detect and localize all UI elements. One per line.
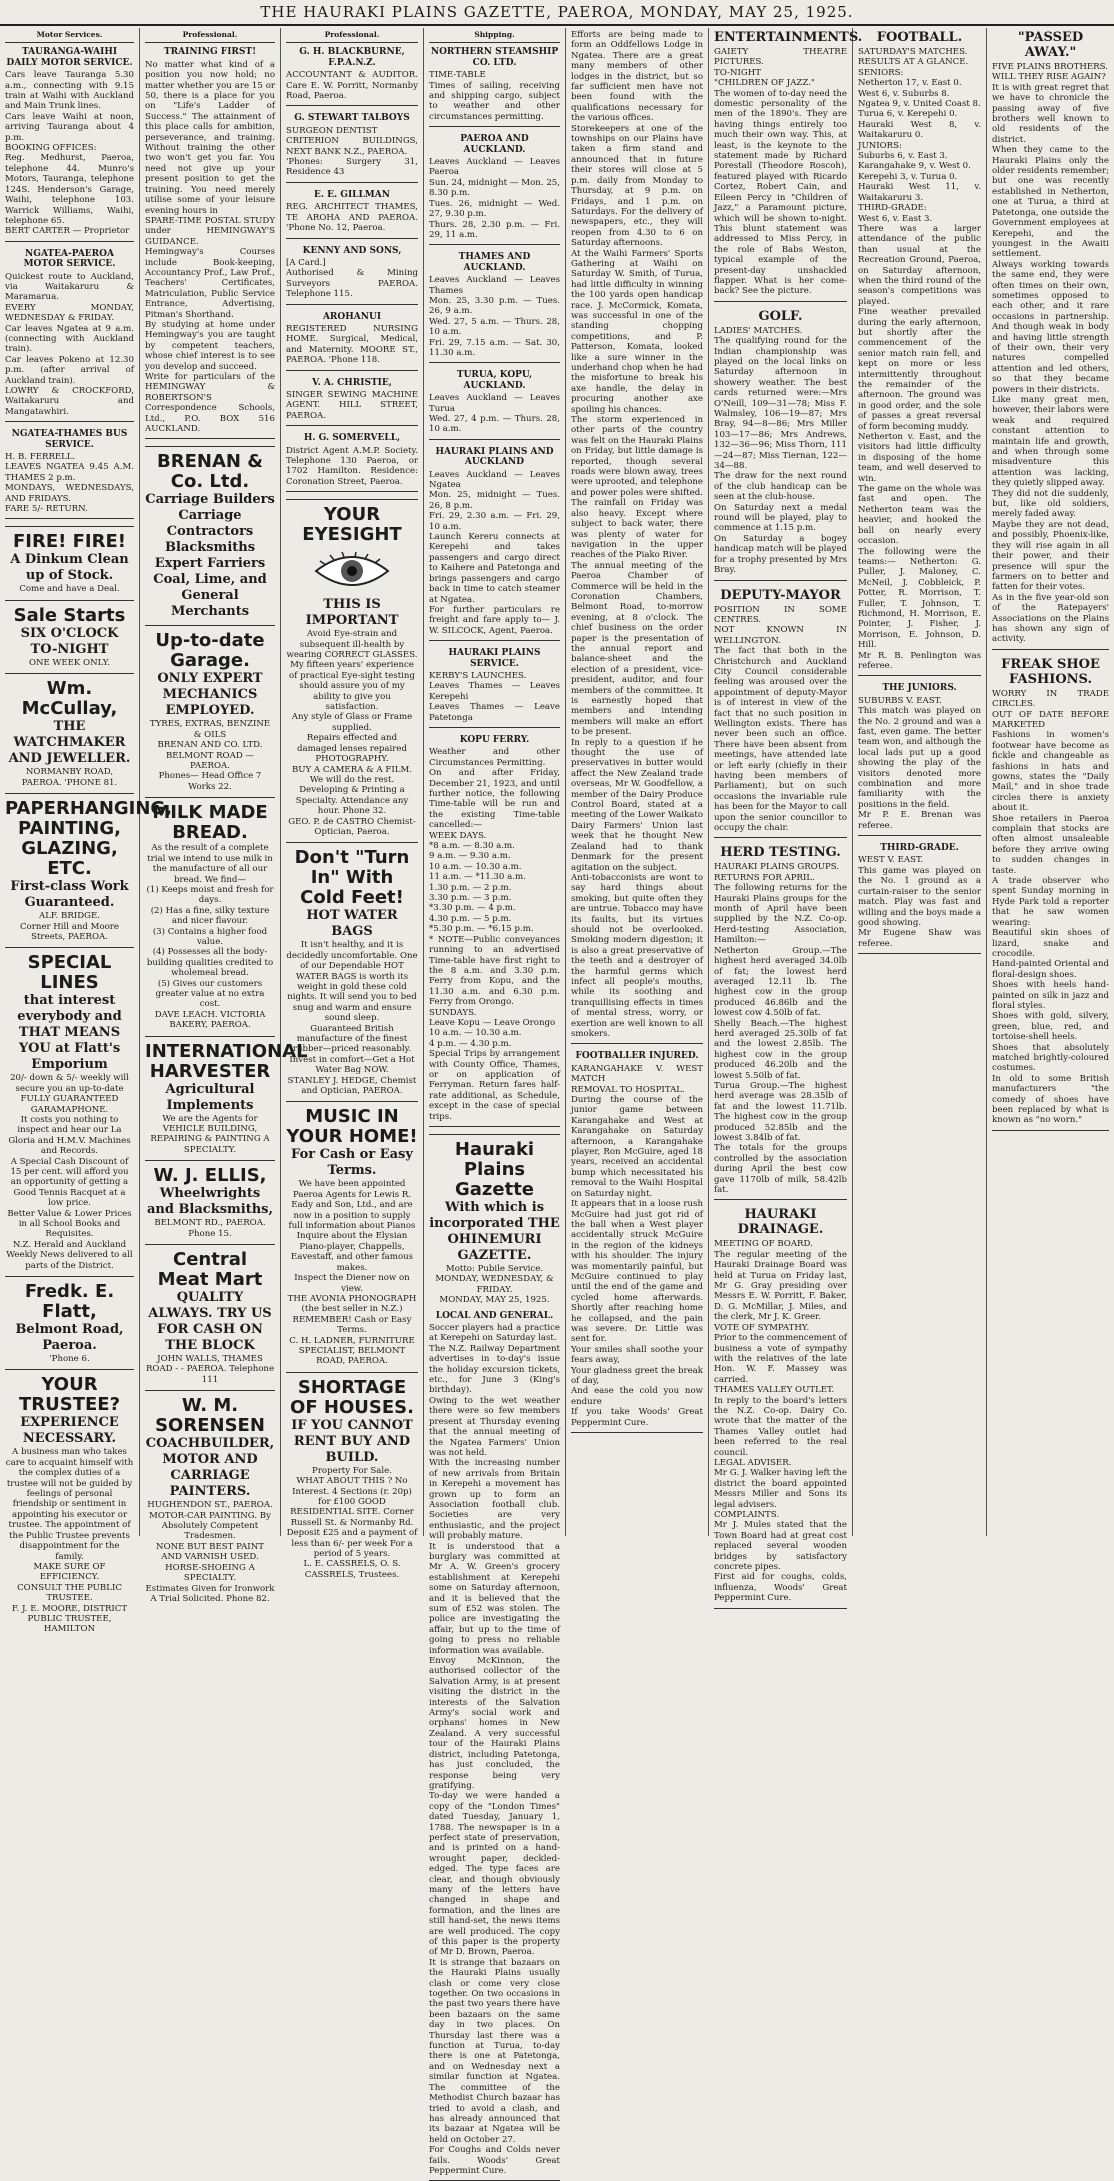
divider: [571, 1043, 703, 1044]
advertisement: [145, 1160, 275, 1244]
advertisement: [5, 526, 134, 599]
ad-headline: W. J. ELLIS,: [153, 1165, 267, 1187]
ad-subhead: Carriage Builders Carriage Contractors Blacksmiths Expert Farriers Coal, Lime, and General Merchants: [145, 492, 275, 620]
divider: [429, 439, 560, 440]
article-title: FOOTBALL.: [876, 30, 963, 45]
article-body: WORRY IN TRADE CIRCLES. OUT OF DATE BEFORE MARKETED Fashions in women's footwear have become as fickle and changeable as fashions in hats and gowns, states the "Daily Mail," and in shoe trade circles there is anxiety about it. Shoe retailers in Paeroa complain that stocks are often almost unsaleable before they arrive owing to sudden changes in taste. A trade observer who spent Sunday morning in Hyde Park told a reporter that he saw women wearing: Beautiful skin shoes of lizard, snake and crocodile. Hand-painted Oriental and floral-design shoes. Shoes with heels hand-painted on silk in jazz and floral styles. Shoes with gold, silvery, green, blue, red, and tortoise-shell heels. Shoes that absolutely matched brightly-coloured costumes. In old to some British manufacturers "the comedy of shoes have been replaced by what is known as "no worn.": [992, 688, 1109, 1126]
article-title: THIRD-GRADE.: [880, 843, 959, 854]
divider: [286, 105, 418, 106]
advertisement: [5, 1369, 134, 1639]
article: [5, 429, 134, 519]
ad-subhead: QUALITY ALWAYS. TRY US FOR CASH ON THE BLOCK: [148, 1290, 272, 1354]
article: [429, 252, 560, 363]
article-body: Cars leave Tauranga 5.30 a.m., connecting with 9.15 train at Waihi with Auckland and Main Trunk lines. Cars leave Waihi at noon, arriving Tauranga about 4 p.m. BOOKING OFFICES: Reg. Medhurst, Paeroa, telephone 44. Munro's Motors, Tauranga, telephone 124S. Henderson's Garage, Waihi, telephone 103. Warrick Williams, Waihi, telephone 65. BERT CARTER — Proprietor: [5, 70, 134, 237]
article-title: AROHANUI: [322, 311, 382, 322]
article-body: POSITION IN SOME CENTRES. NOT KNOWN IN WELLINGTON. The fact that both in the Christchurch and Auckland City Council considerable feeling was aroused over the appointment of deputy-Mayor is of interest in view of the fact that no such position in Wellington exists. There has never been such an office. There have been absent from meetings, have attended late or left early (chiefly in their having been members of Parliament), but on such occasions the invariable rule has been for the Mayor to call upon the senior councillor to occupy the chair.: [714, 604, 847, 834]
article-body: FIVE PLAINS BROTHERS. WILL THEY RISE AGAIN? It is with great regret that we have to chronicle the passing away of five brothers well known to old residents of the district. When they came to the Hauraki Plains only the older residents remember; but one was recently established in Netherton, one at Turua, a third at Patetonga, one outside the Government employees at Kerepehi, and the youngest in the Awaiti settlement. Always working towards the same end, they were often times on their own, sometimes opposed to each other, and it rare occasions in partnership. And though weak in body and having little strength of their own, their very natures compelled attention and led others, so that they became powers in their districts. Like many great men, however, their labors were weak and required constant attention to maintain life and growth, and when through some misadventure this attention was lacking, they quietly slipped away. They did not die suddenly, but, like old soldiers, merely faded away. Maybe they are not dead, and possibly, Phoenix-like, they will rise again in all their power, and their presence will spur the farmers on to better and fatten for their votes. As in the five year-old son of the Ratepayers' Associations on the Plains has shown any sign of activity.: [992, 62, 1109, 645]
article-title: H. G. SOMERVELL,: [303, 433, 401, 444]
ad-text: 20/- down & 5/- weekly will secure you an up-to-date FULLY GUARANTEED GARAMAPHONE. It costs you nothing to inspect and hear our La Gloria and H.M.V. Machines and Records. A Special Cash Discount of 15 per cent. will afford you an opportunity of getting a Good Tennis Racquet at a low price. Better Value & Lower Prices in all School Books and Requisites. N.Z. Herald and Auckland Weekly News delivered to all parts of the District.: [6, 1073, 133, 1271]
article: [429, 134, 560, 245]
divider: [5, 518, 134, 519]
eye-icon: [312, 549, 392, 593]
ad-text: ALF. BRIDGE. Corner Hill and Moore Streets, PAEROA.: [19, 911, 120, 942]
divider: [714, 1199, 847, 1200]
article: [571, 30, 703, 1044]
article: [858, 843, 981, 954]
article: [286, 113, 418, 182]
advertisement: [5, 600, 134, 673]
ad-headline: YOUR EYESIGHT: [302, 504, 402, 546]
divider: [714, 837, 847, 838]
ad-text: We are the Agents for VEHICLE BUILDING, REPAIRING & PAINTING A SPECIALTY.: [150, 1113, 270, 1155]
ad-subhead: that interest everybody and THAT MEANS YOU at Flatt's Emporium: [17, 993, 122, 1073]
article-body: SUBURBS V. EAST. This match was played on the No. 2 ground and was a fast, even game. The better team won, and although the local lads put up a good showing the play of the visitors denoted more combination and more familiarity with the positions in the field. Mr P. E. Brenan was referee.: [858, 695, 981, 831]
column-heading: Motor Services.: [5, 30, 134, 43]
ad-headline: Sale Starts: [13, 604, 126, 626]
article: [286, 378, 418, 427]
ad-text: As the result of a complete trial we intend to use milk in the manufacture of all our bread. We find— (1) Keeps moist and fresh for days. (2) Has a fine, silky texture and nicer flavour. (3) Contains a higher food value. (4) Possesses all the body-building qualities credited to wholemeal bread. (5) Gives our customers greater value at no extra cost. DAVE LEACH. VICTORIA BAKERY, PAEROA.: [146, 843, 274, 1031]
ad-headline: W. M. SORENSEN: [155, 1395, 265, 1437]
ad-subhead: First-class Work Guaranteed.: [10, 879, 129, 911]
divider: [858, 675, 981, 676]
divider: [5, 241, 134, 242]
ad-text: Avoid Eye-strain and subsequent ill-health by wearing CORRECT GLASSES. My fifteen years' experience of practical Eye-sight testing should assure you of my ability to give you satisfaction. Any style of Glass or Frame supplied. Repairs effected and damaged lenses repaired PHOTOGRAPHY. BUY A CAMERA & A FILM. We will do the rest. Developing & Printing a Specialty. Attendance any hour. Phone 32. GEO. P. de CASTRO Chemist-Optician, Paeroa.: [286, 629, 418, 837]
divider: [714, 580, 847, 581]
article-title: TAURANGA-WAIHI DAILY MOTOR SERVICE.: [6, 47, 133, 68]
article-body: TIME-TABLE Times of sailing, receiving and shipping cargo, subject to weather and other circumstances permitting.: [429, 70, 560, 122]
advertisement: [286, 842, 418, 1101]
ad-headline: MILK MADE BREAD.: [152, 802, 268, 844]
advertisement: [286, 499, 418, 842]
divider: [429, 1126, 560, 1127]
ad-text: JOHN WALLS, THAMES ROAD - - PAEROA. Telephone 111: [145, 1354, 275, 1385]
ad-subhead: Agricultural Implements: [165, 1081, 255, 1113]
advertisement: [145, 1390, 275, 1609]
article: [429, 47, 560, 127]
article: [145, 47, 275, 439]
divider: [571, 1432, 703, 1433]
article-title: PAEROA AND AUCKLAND.: [460, 134, 529, 155]
ad-headline: INTERNATIONAL HARVESTER: [145, 1040, 308, 1082]
article-title: FREAK SHOE FASHIONS.: [1001, 656, 1100, 687]
article-title: ENTERTAINMENTS.: [714, 30, 863, 45]
advertisement: [286, 1372, 418, 1585]
ad-subhead: EXPERIENCE NECESSARY.: [20, 1415, 119, 1447]
article-title: GOLF.: [758, 308, 803, 324]
article-title: NGATEA-THAMES BUS SERVICE.: [11, 429, 128, 450]
divider: [145, 438, 275, 439]
article-body: LADIES' MATCHES. The qualifying round for the Indian championship was played on the local links on Saturday afternoon in showery weather. The best cards returned were:—Mrs O'Neill, 109—31—78; Miss F. Walmsley, 106—19—87; Mrs Bray, 94—8—86; Mrs Miller 103—17—86; Mrs Andrews, 132—36—96; Miss Thorn, 111—24—87; Miss Tiernan, 122—34—88. The draw for the next round of the club handicap can be seen at the club-house. On Saturday next a medal round will be played, play to commence at 1.15 p.m. On Saturday a bogey handicap match will be played for a trophy presented by Mrs Bray.: [714, 325, 847, 576]
ad-text: A business man who takes care to acquaint himself with the complex duties of a trustee will not be guided by feelings of personal friendship or sentiment in appointing his executor or trustee. The appointment of the Public Trustee prevents disappointment for the family. MAKE SURE OF EFFICIENCY. CONSULT THE PUBLIC TRUSTEE. F. J. E. MOORE, DISTRICT PUBLIC TRUSTEE, HAMILTON: [5, 1447, 134, 1635]
divider: [286, 491, 418, 492]
article: [429, 735, 560, 1127]
divider: [429, 362, 560, 363]
divider: [5, 421, 134, 422]
advertisement: [429, 1134, 560, 1311]
ad-text: ONE WEEK ONLY.: [28, 657, 111, 668]
ad-headline: FIRE! FIRE!: [13, 531, 126, 553]
article-body: SINGER SEWING MACHINE AGENT. HILL STREET, PAEROA.: [286, 389, 418, 421]
column-8: [987, 28, 1114, 1536]
divider: [858, 835, 981, 836]
column-4: [424, 28, 566, 2176]
article-body: HAURAKI PLAINS GROUPS. RETURNS FOR APRIL. The following returns for the Hauraki Plains groups for the month of April have been supplied by the N.Z. Co-op. Herd-testing Association, Hamilton:— Netherton Group.—The highest herd averaged 34.0lb of fat; the lowest herd averaged 12.11 lb. The highest cow in the group produced 46.86lb and the lowest cow 4.50lb of fat. Shelly Beach.—The highest herd averaged 25.30lb of fat and the lowest 2.85lb. The highest cow in the group produced 46.20lb and the lowest 5.50lb of fat. Turua Group.—The highest herd average was 28.35lb of fat and the lowest 11.71lb. The highest cow in the group produced 52.85lb and the lowest 3.84lb of fat. The totals for the groups controlled by the association during April the best cow gave 1170lb of milk, 58.42lb fat.: [714, 862, 847, 1196]
ad-text: TYRES, EXTRAS, BENZINE & OILS BRENAN AND CO. LTD. BELMONT ROAD — PAEROA. Phones— Head Office 7 Works 22.: [149, 719, 271, 792]
column-heading: Shipping.: [429, 30, 560, 43]
ad-subhead: Belmont Road, Paeroa.: [15, 1322, 124, 1354]
article: [5, 47, 134, 241]
article: [714, 588, 847, 839]
article-body: SATURDAY'S MATCHES. RESULTS AT A GLANCE. SENIORS: Netherton 17, v. East 0. West 6, v. Suburbs 8. Ngatea 9, v. United Coast 8. Turua 6, v. Kerepehi 0. Hauraki West 8, v. Waitakaruru 0. JUNIORS: Suburbs 6, v. East 3. Karangahake 9, v. West 0. Kerepehi 3, v. Turua 0. Hauraki West 11, v. Waitakaruru 3. THIRD-GRADE: West 6, v. East 3. There was a larger attendance of the public than usual at the Recreation Ground, Paeroa, on Saturday afternoon, when the third round of the season's competitions was played. Fine weather prevailed during the early afternoon, but shortly after the commencement of the senior match rain fell, and kept on more or less intermittently throughout the remainder of the afternoon. The ground was in good order, and the sole of passes a great reversal of form becoming muddy. Netherton v. East, and the visitors had little difficulty in disposing of the home team, and well deserved to win. The game on the whole was fast and open. The Netherton team was the heavier, and hooked the ball on nearly every occasion. The following were the teams:— Netherton: G. Puller, J. Maloney, C. McNeil, J. Cobbleick, P. Potter, R. Morrison, T. Fuller, T. Johnson, T. Richmond, H. Morrison, E. Pointer, J. Fisher, J. Morrison, E. Johnson, D. Hill. Mr R. B. Penlington was referee.: [858, 47, 981, 671]
ad-subhead: IF YOU CANNOT RENT BUY AND BUILD.: [291, 1417, 413, 1465]
ad-text: HUGHENDON ST., PAEROA. MOTOR-CAR PAINTING. By Absolutely Competent Tradesmen. NONE BUT BEST PAINT AND VARNISH USED. HORSE-SHOEING A SPECIALTY. Estimates Given for Ironwork A Trial Solicited. Phone 82.: [145, 1500, 275, 1604]
divider: [992, 649, 1109, 650]
article-body: Leaves Auckland — Leaves Turua Wed. 27, 4 p.m. — Thurs. 28, 10 a.m.: [429, 393, 560, 435]
article-title: V. A. CHRISTIE,: [312, 377, 392, 388]
advertisement: [145, 1244, 275, 1390]
article: [286, 433, 418, 492]
advertisement: [145, 797, 275, 1035]
article-title: HAURAKI PLAINS AND AUCKLAND: [435, 446, 554, 468]
ad-headline: Central Meat Mart: [157, 1249, 263, 1291]
ad-subhead: HOT WATER BAGS: [306, 908, 398, 940]
article: [286, 190, 418, 239]
article-body: SURGEON DENTIST CRITERION BUILDINGS, NEXT BANK N.Z., PAEROA. 'Phones: Surgery 31, Residence 43: [286, 125, 418, 178]
divider: [286, 182, 418, 183]
ad-subhead: COACHBUILDER, MOTOR AND CARRIAGE PAINTERS.: [145, 1436, 275, 1500]
article-title: NGATEA-PAEROA MOTOR SERVICE.: [23, 248, 116, 270]
article-title: HAURAKI PLAINS SERVICE.: [448, 648, 541, 669]
ad-headline: YOUR TRUSTEE?: [18, 1374, 121, 1416]
ad-headline: MUSIC IN YOUR HOME!: [286, 1106, 418, 1148]
ad-subhead: ONLY EXPERT MECHANICS EMPLOYED.: [157, 671, 263, 719]
article-title: NORTHERN STEAMSHIP CO. LTD.: [430, 47, 559, 68]
ad-headline: Up-to-date Garage.: [155, 630, 265, 672]
ad-text: 'Phone 6.: [49, 1354, 90, 1365]
masthead: THE HAURAKI PLAINS GAZETTE, PAEROA, MONDAY, MAY 25, 1925.: [0, 0, 1114, 26]
divider: [714, 301, 847, 302]
divider: [286, 370, 418, 371]
column-2: [140, 28, 308, 1604]
divider: [429, 244, 560, 245]
article: [286, 312, 418, 371]
article-body: REG. ARCHITECT THAMES, TE AROHA AND PAEROA. 'Phone No. 12, Paeroa.: [286, 202, 418, 234]
article: [429, 447, 560, 641]
article: [286, 246, 418, 305]
column-6: [709, 28, 863, 1604]
column-5: [566, 28, 709, 1536]
divider: [286, 304, 418, 305]
advertisement: [5, 793, 173, 947]
article-title: FOOTBALLER INJURED.: [575, 1051, 699, 1062]
advertisement: [5, 947, 134, 1276]
ad-subhead: For Cash or Easy Terms.: [291, 1147, 413, 1179]
ad-headline: SPECIAL LINES: [27, 952, 112, 994]
article-body: Leaves Auckland — Leaves Paeroa Sun. 24, midnight — Mon. 25, 8.30 p.m. Tues. 26, midnight — Wed. 27, 9.30 p.m. Thurs. 28, 2.30 p.m. — Fri. 29, 11 a.m.: [429, 157, 560, 240]
article: [992, 30, 1109, 650]
column-7: [853, 28, 987, 1536]
divider: [429, 640, 560, 641]
article: [571, 1051, 703, 1433]
ad-text: BELMONT RD., PAEROA. Phone 15.: [154, 1218, 266, 1239]
article-body: ACCOUNTANT & AUDITOR. Care E. W. Porritt, Normanby Road, Paeroa.: [286, 70, 418, 102]
article-title: G. STEWART TALBOYS: [294, 113, 410, 124]
article: [429, 648, 560, 728]
article: [429, 370, 560, 439]
article-title: THAMES AND AUCKLAND.: [458, 252, 531, 273]
advertisement: [5, 673, 134, 793]
article-body: REGISTERED NURSING HOME. Surgical, Medical, and Maternity. MOORE ST., PAEROA. 'Phone 118.: [286, 323, 418, 366]
article: [429, 1311, 560, 2181]
divider: [429, 727, 560, 728]
ad-text: Motto: Pubile Service. MONDAY, WEDNESDAY, & FRIDAY. MONDAY, MAY 25, 1925.: [435, 1264, 554, 1306]
ad-subhead: THE WATCHMAKER AND JEWELLER.: [8, 719, 131, 767]
article: [858, 30, 981, 676]
article-body: KARANGAHAKE V. WEST MATCH REMOVAL TO HOSPITAL. During the course of the junior game between Karangahake and West at Karangahake on Saturday afternoon, a Karangahake player, Ron McGuire, aged 18 years, received an accidental bump which necessitated his removal to the Waihi Hospital on Saturday night. It appears that in a loose rush McGuire had just got rid of the ball when a West player accidentally struck McGuire in the region of the kidneys with his shoulder. The injury was momentarily painful, but McGuire continued to play until the end of the game and cycled home afterwards. Shortly after reaching home he collapsed, and the pain was severe. Dr. Little was sent for. Your smiles shall soothe your fears away, Your gladness greet the break of day, And ease the cold you now endure If you take Woods' Great Peppermint Cure.: [571, 1063, 703, 1428]
article-body: Leaves Auckland — Leaves Ngatea Mon. 25, midnight — Tues. 26, 8 p.m. Fri. 29, 2.30 a.m. — Fri. 29, 10 a.m. Launch Kereru connects at Kerepehi and takes passengers and cargo direct to Kaihere and Patetonga and brings passengers and cargo back in time to catch steamer at Ngatea. For further particulars re freight and fare apply to— J. W. SILCOCK, Agent, Paeroa.: [429, 469, 560, 636]
article-title: TRAINING FIRST!: [163, 47, 257, 58]
article-title: E. E. GILLMAN: [314, 189, 390, 200]
article-body: WEST V. EAST. This game was played on the No. 1 ground as a curtain-raiser to the senior match. Play was fast and willing and the boys made a good showing. Mr Eugene Shaw was referee.: [858, 855, 981, 949]
article-body: Efforts are being made to form an Oddfellows Lodge in Ngatea. There are a great many members of other lodges in the district, but so far sufficient men have not been found with the qualifications necessary for the various offices. Storekeepers at one of the townships on our Plains have taken a firm stand and announced that in future their stores will close at 5 p.m. daily from Monday to Thursday, at 9 p.m. on Fridays, and 1 p.m. on Saturdays. For the delivery of newspapers, etc., they will reopen from 4.30 to 6 on Saturday afternoons. At the Waihi Farmers' Sports Gathering at Waihi on Saturday W. Smith, of Turua, had little difficulty in winning the 100 yards open handicap race. J. McCormick, Komata, was successful in one of the standing chopping competitions, and P. Patterson, Komata, looked like a sure winner in the underhand chop when he had the misfortune to break his axe handle, the delay in procuring another axe spoiling his chances. The storm experienced in other parts of the country was felt on the Hauraki Plains on Friday, but little damage is reported, though several roads were blown away, trees were uprooted, and telephone and power poles were shifted. The rainfall on Friday was also heavy. Except where subject to back water, there was plenty of water for navigation in the upper reaches of the Piako River. The annual meeting of the Paeroa Chamber of Commerce will be held in the Coronation Chambers, Belmont Road, to-morrow evening, at 8 o'clock. The chief business on the order paper is the presentation of the annual report and balance-sheet and the election of a president, vice-president, auditor, and four members of the committee. It is earnestly hoped that members and intending members will make an effort to be present. In reply to a question if he thought the use of preservatives in butter would affect the New Zealand trade overseas, Mr W. Goodfellow, a member of the Dairy Produce Control Board, stated at a meeting of the Lower Waikato Dairy Farmers' Union last week that he thought New Zealand had to thank Denmark for the present agitation on the subject. Anti-tobacconists are wont to say hard things about smoking, but quite often they are untrue. Tobacco may have its faults, but its virtues should not be overlooked. Smoking modern digestion; it is also a great preservative of the teeth and a destroyer of the harmful germs which infect all people's mouths, while its soothing and tranquillising effects in times of mental stress, worry, or exertion are well known to all smokers.: [571, 30, 703, 1039]
article-title: TURUA, KOPU, AUCKLAND.: [456, 370, 533, 391]
article: [714, 30, 863, 302]
article-body: Soccer players had a practice at Kerepehi on Saturday last. The N.Z. Railway Department advertises in to-day's issue the holiday excursion tickets, etc., for June 3 (King's birthday). Owing to the wet weather there were so few members present at Thursday evening that the annual meeting of the Ngatea Farmers' Union was not held. With the increasing number of new arrivals from Britain in Kerepehi a movement has grown up to form an Association football club. Societies are very enthusiastic, and the project will probably mature. It is understood that a burglary was committed at Mr A. W. Green's grocery establishment at Kerepehi some on Saturday afternoon, and it is believed that the sum of £52 was stolen. The police are investigating the affair, but up to the time of going to press no reliable information was available. Envoy McKinnon, the authorised collector of the Salvation Army, is at present visiting the district in the interests of the Salvation Army's social work and orphans' homes in New Zealand. A very successful tour of the Hauraki Plains district, including Patetonga, has just concluded, the response being very gratifying. To-day we were handed a copy of the "London Times" dated Tuesday, January 1, 1788. The newspaper is in a perfect state of preservation, and is printed on a hand-wrought paper, deckled-edged. The type faces are clear, and though obviously many of the letters have changed in shape and formation, and the lines are still hand-set, the news items are well produced. The copy of this paper is the property of Mr D. Brown, Paeroa. It is strange that bazaars on the Hauraki Plains usually clash or come very close together. On two occasions in the past two years there have been bazaars on the same day in two places. On Thursday last there was a function at Turua, to-day there is one at Patetonga, and on Wednesday next a similar function at Ngatea. The committee of the Methodist Church bazaar has tried to avoid a clash, and has already announced that its bazaar at Ngatea will be held on October 27. For Coughs and Colds never fails. Woods' Great Peppermint Cure.: [429, 1323, 560, 2176]
ad-subhead: Wheelwrights and Blacksmiths,: [146, 1186, 274, 1218]
column-1: [0, 28, 173, 1635]
article-title: THE JUNIORS.: [882, 683, 957, 694]
advertisement: [286, 1101, 418, 1371]
ad-subhead: A Dinkum Clean up of Stock.: [10, 552, 129, 584]
advertisement: [5, 1276, 134, 1369]
ad-headline: PAPERHANGING, PAINTING, GLAZING, ETC.: [5, 798, 173, 880]
article-body: KERBY'S LAUNCHES. Leaves Thames — Leaves Kerepehi Leaves Thames — Leave Patetonga: [429, 670, 560, 723]
article-body: MEETING OF BOARD. The regular meeting of the Hauraki Drainage Board was held at Turua on Friday last, Mr G. Gray presiding over Messrs E. W. Porritt, F. Baker, D. G. McMillar, J. Miles, and the clerk, Mr J. K. Greer. VOTE OF SYMPATHY. Prior to the commencement of business a vote of sympathy with the relatives of the late Hon. W. F. Massey was carried. THAMES VALLEY OUTLET. In reply to the board's letters the N.Z. Co-op. Dairy Co. wrote that the matter of the Thames Valley outlet had been referred to the real council. LEGAL ADVISER. Mr G. J. Walker having left the district the board appointed Messrs Miller and Sons its legal advisers. COMPLAINTS. Mr J. Mules stated that the Town Board had at great cost replaced several wooden bridges by satisfactory concrete pipes. First aid for coughs, colds, influenza, Woods' Great Peppermint Cure.: [714, 1239, 847, 1604]
article: [858, 683, 981, 836]
column-heading: Professional.: [145, 30, 275, 43]
divider: [858, 953, 981, 954]
article-title: HERD TESTING.: [720, 845, 841, 861]
ad-headline: BRENAN & Co. Ltd.: [157, 451, 263, 493]
divider: [992, 1130, 1109, 1131]
article-body: District Agent A.M.P. Society. Telephone 130 Paeroa, or 1702 Hamilton. Residence: Coronation Street, Paeroa.: [286, 445, 418, 487]
article: [992, 657, 1109, 1131]
divider: [286, 425, 418, 426]
article-title: "PASSED AWAY.": [1017, 30, 1084, 60]
article-body: Leaves Auckland — Leaves Thames Mon. 25, 3.30 p.m. — Tues. 26, 9 a.m. Wed. 27, 5 a.m. — Thurs. 28, 10 a.m. Fri. 29, 7.15 a.m. — Sat. 30, 11.30 a.m.: [429, 275, 560, 358]
article: [286, 47, 418, 106]
article: [714, 845, 847, 1200]
ad-subhead: SIX O'CLOCK TO-NIGHT: [20, 625, 119, 657]
advertisement: [145, 446, 275, 625]
article-title: G. H. BLACKBURNE, F.P.A.N.Z.: [299, 47, 405, 68]
article-title: KOPU FERRY.: [459, 734, 530, 745]
advertisement: [145, 1036, 308, 1161]
article: [5, 249, 134, 423]
divider: [429, 126, 560, 127]
ad-text: NORMANBY ROAD, PAEROA. 'PHONE 81.: [21, 767, 118, 788]
ad-text: Property For Sale. WHAT ABOUT THIS ? No Interest. 4 Sections (r. 20p) for £100 GOOD RESIDENTIAL SITE. Corner Russell St. & Normanby Rd. Deposit £25 and a payment of less than 6/- per week For a period of 5 years. L. E. CASSRELS, O. S. CASSRELS, Trustees.: [286, 1465, 418, 1580]
divider: [286, 238, 418, 239]
ad-subhead: With which is incorporated THE OHINEMURI GAZETTE.: [429, 1200, 560, 1263]
ad-headline: Don't "Turn In" With Cold Feet!: [294, 847, 410, 909]
ad-subhead: THIS IS IMPORTANT: [305, 597, 399, 629]
article-title: HAURAKI DRAINAGE.: [737, 1207, 824, 1238]
divider: [714, 1608, 847, 1609]
article-body: No matter what kind of a position you now hold; no matter whether you are 15 or 50, there is a place for you on "Life's Ladder of Success." The attainment of this place calls for ambition, perseverance, and training. Without training the other two won't get you far. You need not give up your present position to get the training. You need merely utilise some of your leisure evening hours in SPARE-TIME POSTAL STUDY under HEMINGWAY'S GUIDANCE. Hemingway's Courses include Book-keeping, Accountancy Prof., Law Prof., Teachers' Certificates, Matriculation, Public Service Entrance, Advertising, Pitman's Shorthand. By studying at home under Hemingway's you are taught by competent teachers, whose chief interest is to see you develop and succeed. Write for particulars of the HEMINGWAY & ROBERTSON'S Correspondence Schools, Ltd., P.O. BOX 516 AUCKLAND.: [145, 59, 275, 435]
article: [714, 1207, 847, 1608]
article-title: DEPUTY-MAYOR: [720, 587, 841, 603]
ad-text: We have been appointed Paeroa Agents for Lewis R. Eady and Son, Ltd., and are now in a position to supply full information about Pianos Inquire about the Elysian Piano-player, Chappells, Eavestaff, and other famous makes. Inspect the Diener now on view. THE AVONIA PHONOGRAPH (the best seller in N.Z.) REMEMBER! Cash or Easy Terms. C. H. LADNER, FURNITURE SPECIALIST, BELMONT ROAD, PAEROA.: [287, 1179, 417, 1367]
article-body: Weather and other Circumstances Permitting. On and after Friday, December 21, 1923, and until further notice, the following Time-table will be run and the existing Time-table cancelled:— WEEK DAYS. *8 a.m. — 8.30 a.m. 9 a.m. — 9.30 a.m. 10 a.m. — 10.30 a.m. 11 a.m. — *11.30 a.m. 1.30 p.m. — 2 p.m. 3.30 p.m. — 3 p.m. *3.30 p.m. — 4 p.m. 4.30 p.m. — 5 p.m. *5.30 p.m. — *6.15 p.m. * NOTE—Public conveyances running to an advertised Time-table have first right to the 8 a.m. and 3.30 p.m. Ferry from Kopu, and the 11.30 a.m. and 6.30 p.m. Ferry from Orongo. SUNDAYS. Leave Kopu — Leave Orongo 10 a.m. — 10.30 a.m. 4 p.m. — 4.30 p.m. Special Trips by arrangement with County Office, Thames, or on application of Ferryman. Return fares half-rate additional, as Schedule, except in the case of special trips.: [429, 747, 560, 1122]
ad-headline: Fredk. E. Flatt,: [24, 1281, 115, 1323]
column-heading: Professional.: [286, 30, 418, 43]
advertisement: [145, 625, 275, 797]
ad-headline: Hauraki Plains Gazette: [454, 1139, 535, 1200]
article-title: KENNY AND SONS,: [302, 245, 402, 256]
ad-text: It isn't healthy, and it is decidedly uncomfortable. One of our Dependable HOT WATER BAGS is worth its weight in gold these cold nights. It will send you to bed snug and warm and ensure sound sleep. Guaranteed British manufacture of the finest rubber—priced reasonably. Invest in comfort—Get a Hot Water Bag NOW. STANLEY J. HEDGE, Chemist and Optician, PAEROA.: [286, 940, 418, 1097]
ad-headline: Wm. McCullay,: [21, 678, 118, 720]
article-body: GAIETY THEATRE PICTURES. TO-NIGHT "CHILDREN OF JAZZ." The women of to-day need the domestic personality of the men of the 1890's. They are having things entirely too much their own way. This, at least, is the keynote to the statement made by Richard Porestall (Theodore Roscoh), featured played with Ricardo Cortez, Robert Cain, and Eileen Percy in "Children of Jazz," a Paramount picture, which will be shown to-night. This blunt statement was addressed to Miss Percy, in the role of Babs Weston, typical example of the present-day unshackled flapper. What is her come-back? See the picture.: [714, 47, 847, 297]
article-body: Quickest route to Auckland, via Waitakaruru & Maramarua. EVERY MONDAY, WEDNESDAY & FRIDAY. Car leaves Ngatea at 9 a.m. (connecting with Auckland train). Car leaves Pokeno at 12.30 p.m. (after arrival of Auckland train). LOWRY & CROCKFORD, Waitakaruru and Mangatawhiri.: [5, 271, 134, 417]
article: [714, 309, 847, 581]
article-body: [A Card.] Authorised & Mining Surveyors PAEROA. Telephone 115.: [286, 257, 418, 300]
ad-headline: SHORTAGE OF HOUSES.: [290, 1376, 414, 1418]
article-body: H. B. FERRELL. LEAVES NGATEA 9.45 A.M. THAMES 2 p.m. MONDAYS, WEDNESDAYS, AND FRIDAYS. FARE 5/- RETURN.: [5, 452, 134, 515]
ad-text: Come and have a Deal.: [19, 584, 120, 595]
article-title: LOCAL AND GENERAL.: [435, 1310, 554, 1321]
column-3: [281, 28, 424, 1580]
